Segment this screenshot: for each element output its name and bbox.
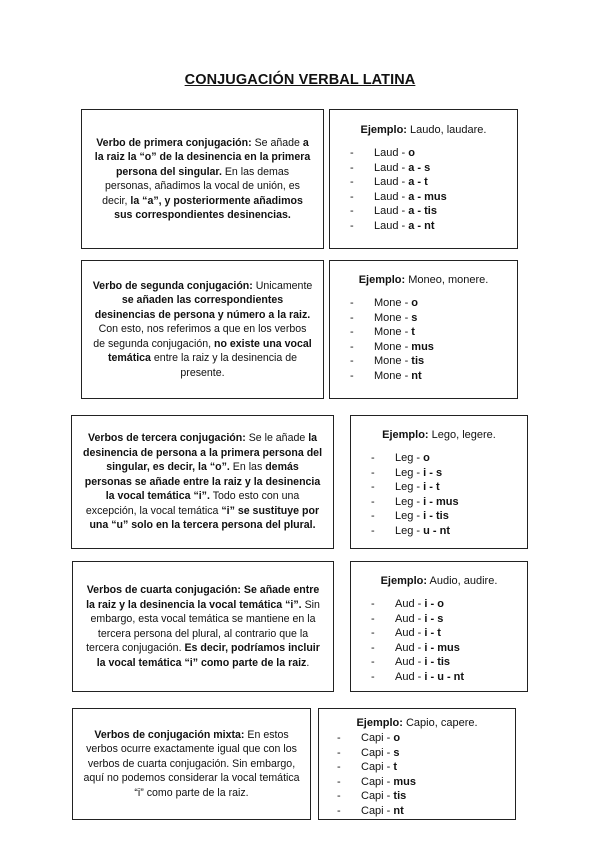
example-title-3 (351, 429, 527, 441)
form-stem: Laud - (374, 161, 409, 174)
forms-list-1 (330, 146, 517, 234)
description-run: Unicamente (252, 279, 313, 292)
bullet-dash: - (350, 297, 354, 309)
description-text-2 (92, 279, 313, 381)
bullet-dash: - (371, 524, 375, 537)
forms-list-5 (319, 731, 515, 819)
conjugation-form (350, 175, 517, 190)
form-ending: t (393, 761, 398, 774)
description-run: Es decir, podríamos incluir la vocal temática “i” como parte de la raiz (96, 642, 320, 669)
form-ending: i - mus (424, 641, 460, 654)
form-stem: Mone - (374, 340, 412, 353)
conjugation-form (371, 466, 527, 481)
description-box-4 (72, 561, 334, 692)
form-ending: a - t (408, 176, 428, 189)
form-ending: mus (393, 775, 417, 788)
form-stem: Leg - (395, 466, 424, 479)
conjugation-form (337, 731, 515, 746)
bullet-dash: - (337, 761, 341, 774)
description-run: Se añade entre la raiz y la desinencia la vocal temática “i”. (86, 584, 320, 611)
conjugation-form (350, 146, 517, 161)
form-stem: Laud - (374, 147, 409, 159)
bullet-dash: - (350, 161, 354, 174)
forms-list-2 (330, 296, 517, 384)
form-stem: Mone - (374, 326, 412, 339)
description-run: En las (229, 461, 266, 474)
bullet-dash: - (350, 205, 354, 218)
description-run: no existe una vocal temática (107, 337, 312, 365)
conjugation-form (350, 204, 517, 219)
example-title-4 (351, 575, 527, 587)
description-run: Verbos de conjugación mixta: (94, 728, 245, 741)
example-words: Capio, capere. (405, 717, 478, 729)
conjugation-form (371, 626, 527, 641)
form-stem: Laud - (374, 205, 409, 218)
description-run: entre la raiz y la desinencia de presente. (150, 352, 298, 379)
description-run: Verbos de cuarta conjugación: (86, 584, 241, 596)
description-text-4 (83, 583, 323, 670)
bullet-dash: - (371, 656, 375, 669)
form-stem: Aud - (395, 641, 425, 654)
form-ending: i - mus (423, 495, 459, 508)
form-stem: Aud - (395, 670, 425, 683)
bullet-dash: - (371, 641, 375, 654)
form-ending: o (408, 147, 415, 159)
form-ending: u - nt (423, 524, 451, 537)
conjugation-form (371, 451, 527, 466)
form-ending: o (411, 297, 419, 309)
form-stem: Capi - (361, 775, 394, 788)
conjugation-form (350, 311, 517, 326)
bullet-dash: - (371, 466, 375, 479)
example-label: Ejemplo: (358, 274, 406, 286)
form-ending: i - tis (423, 510, 449, 523)
conjugation-form (371, 509, 527, 524)
bullet-dash: - (337, 790, 341, 803)
form-stem: Aud - (395, 598, 425, 610)
form-stem: Leg - (395, 524, 424, 537)
form-ending: t (411, 326, 415, 339)
form-stem: Leg - (395, 495, 424, 508)
form-stem: Capi - (361, 761, 394, 774)
form-stem: Capi - (361, 732, 394, 744)
description-run: Todo esto con una excepción, la vocal temática (85, 490, 300, 517)
form-ending: i - t (423, 481, 440, 494)
form-ending: a - tis (408, 205, 437, 218)
form-stem: Capi - (361, 804, 394, 817)
example-words: Lego, legere. (431, 429, 496, 441)
description-text-1 (92, 136, 313, 223)
conjugation-form (350, 161, 517, 176)
description-text-5 (83, 728, 300, 801)
conjugation-form (371, 524, 527, 539)
bullet-dash: - (350, 176, 354, 189)
description-run: En estos verbos ocurre exactamente igual que con los verbos de cuarta conjugación. Sin embargo, aquí no podemos considerar la vocal temática “i” como parte de la raiz. (83, 728, 300, 799)
form-ending: i - u - nt (424, 670, 465, 683)
bullet-dash: - (350, 190, 354, 203)
example-label: Ejemplo: (382, 429, 429, 441)
example-box-2 (329, 260, 518, 399)
form-ending: s (411, 311, 418, 324)
description-run: “i” se sustituye por una “u” solo en la tercera persona del plural. (89, 504, 320, 532)
form-ending: nt (393, 804, 404, 817)
bullet-dash: - (350, 369, 354, 382)
bullet-dash: - (371, 627, 375, 640)
bullet-dash: - (371, 598, 375, 610)
description-run: Verbo de segunda conjugación: (92, 279, 253, 292)
bullet-dash: - (371, 612, 375, 625)
example-title-5 (319, 717, 515, 729)
description-run: Se le añade (245, 432, 309, 445)
example-label: Ejemplo: (356, 717, 403, 729)
form-stem: Laud - (374, 190, 409, 203)
bullet-dash: - (371, 510, 375, 523)
conjugation-form (371, 670, 527, 685)
form-ending: i - s (424, 612, 444, 625)
description-run: la desinencia de persona a la primera persona del singular, es decir, la “o”. (82, 432, 323, 474)
description-run: Verbo de primera conjugación: (96, 136, 252, 149)
description-box-3 (71, 415, 334, 549)
example-box-1 (329, 109, 518, 249)
example-words: Laudo, laudare. (410, 124, 487, 136)
bullet-dash: - (350, 326, 354, 339)
example-box-5 (318, 708, 516, 820)
description-run: la “a”, y posteriormente añadimos sus correspondientes desinencias. (114, 194, 303, 221)
conjugation-form (350, 296, 517, 311)
form-stem: Mone - (374, 297, 412, 309)
form-ending: a - s (408, 161, 431, 174)
conjugation-form (350, 219, 517, 234)
bullet-dash: - (337, 732, 341, 744)
conjugation-form (350, 340, 517, 355)
description-run: Se añade (251, 136, 303, 149)
bullet-dash: - (350, 219, 354, 232)
conjugation-form (371, 495, 527, 510)
conjugation-form (337, 804, 515, 819)
description-run: demás personas se añade entre la raiz y la desinencia la vocal temática “i”. (84, 461, 321, 503)
form-stem: Mone - (374, 311, 412, 324)
page-title: CONJUGACIÓN VERBAL LATINA (184, 72, 416, 88)
form-stem: Laud - (374, 219, 409, 232)
conjugation-form (371, 597, 527, 612)
form-stem: Laud - (374, 176, 409, 189)
bullet-dash: - (371, 670, 375, 683)
form-stem: Aud - (395, 656, 425, 669)
form-stem: Mone - (374, 369, 412, 382)
form-ending: a - mus (408, 190, 447, 203)
bullet-dash: - (371, 481, 375, 494)
conjugation-form (371, 641, 527, 656)
bullet-dash: - (371, 452, 375, 464)
conjugation-form (337, 789, 515, 804)
conjugation-form (350, 369, 517, 384)
bullet-dash: - (350, 311, 354, 324)
conjugation-form (371, 612, 527, 627)
form-stem: Mone - (374, 355, 412, 368)
forms-list-4 (351, 597, 527, 685)
description-run: En las demas personas, añadimos la vocal de unión, es decir, (102, 165, 300, 207)
example-words: Moneo, monere. (408, 274, 489, 286)
bullet-dash: - (371, 495, 375, 508)
form-ending: tis (411, 355, 425, 368)
form-ending: o (423, 452, 430, 464)
bullet-dash: - (350, 147, 354, 159)
form-stem: Aud - (395, 627, 425, 640)
bullet-dash: - (337, 775, 341, 788)
conjugation-form (371, 655, 527, 670)
conjugation-form (337, 760, 515, 775)
form-ending: o (393, 732, 401, 744)
form-stem: Leg - (395, 510, 424, 523)
example-box-3 (350, 415, 528, 549)
description-box-5 (72, 708, 311, 820)
conjugation-form (350, 354, 517, 369)
bullet-dash: - (350, 340, 354, 353)
example-title-2 (330, 274, 517, 286)
description-run: . (306, 656, 310, 669)
form-ending: mus (411, 340, 434, 353)
form-stem: Capi - (361, 746, 394, 759)
description-text-3 (82, 431, 323, 533)
description-run: Con esto, nos referimos a que en los verbos de segunda conjugación, (93, 323, 307, 350)
form-stem: Capi - (361, 790, 394, 803)
form-stem: Leg - (395, 481, 424, 494)
form-ending: i - t (424, 627, 441, 640)
bullet-dash: - (350, 355, 354, 368)
form-ending: tis (393, 790, 407, 803)
example-label: Ejemplo: (360, 124, 407, 136)
conjugation-form (350, 190, 517, 205)
description-run: Sin embargo, esta vocal temática se mantiene en la tercera persona del plural, al contrario que la tercera conjugación. (86, 598, 320, 654)
form-ending: i - s (423, 466, 443, 479)
description-run: a la raiz la “o” de la desinencia en la primera persona del singular. (94, 136, 311, 178)
form-ending: nt (411, 369, 422, 382)
forms-list-3 (351, 451, 527, 539)
example-title-1 (330, 124, 517, 136)
form-ending: s (393, 746, 400, 759)
example-label: Ejemplo: (380, 575, 428, 587)
conjugation-form (350, 325, 517, 340)
form-stem: Leg - (395, 452, 424, 464)
conjugation-form (337, 775, 515, 790)
form-ending: i - tis (424, 656, 451, 669)
description-box-2 (81, 260, 324, 399)
form-ending: i - o (424, 598, 444, 610)
example-words: Audio, audire. (429, 575, 498, 587)
bullet-dash: - (337, 804, 341, 817)
example-box-4 (350, 561, 528, 692)
description-run: se añaden las correspondientes desinencias de persona y número a la raiz. (94, 294, 311, 321)
form-stem: Aud - (395, 612, 425, 625)
bullet-dash: - (337, 746, 341, 759)
conjugation-form (371, 480, 527, 495)
description-run: Verbos de tercera conjugación: (87, 432, 246, 445)
conjugation-form (337, 746, 515, 761)
description-box-1 (81, 109, 324, 249)
form-ending: a - nt (408, 219, 435, 232)
